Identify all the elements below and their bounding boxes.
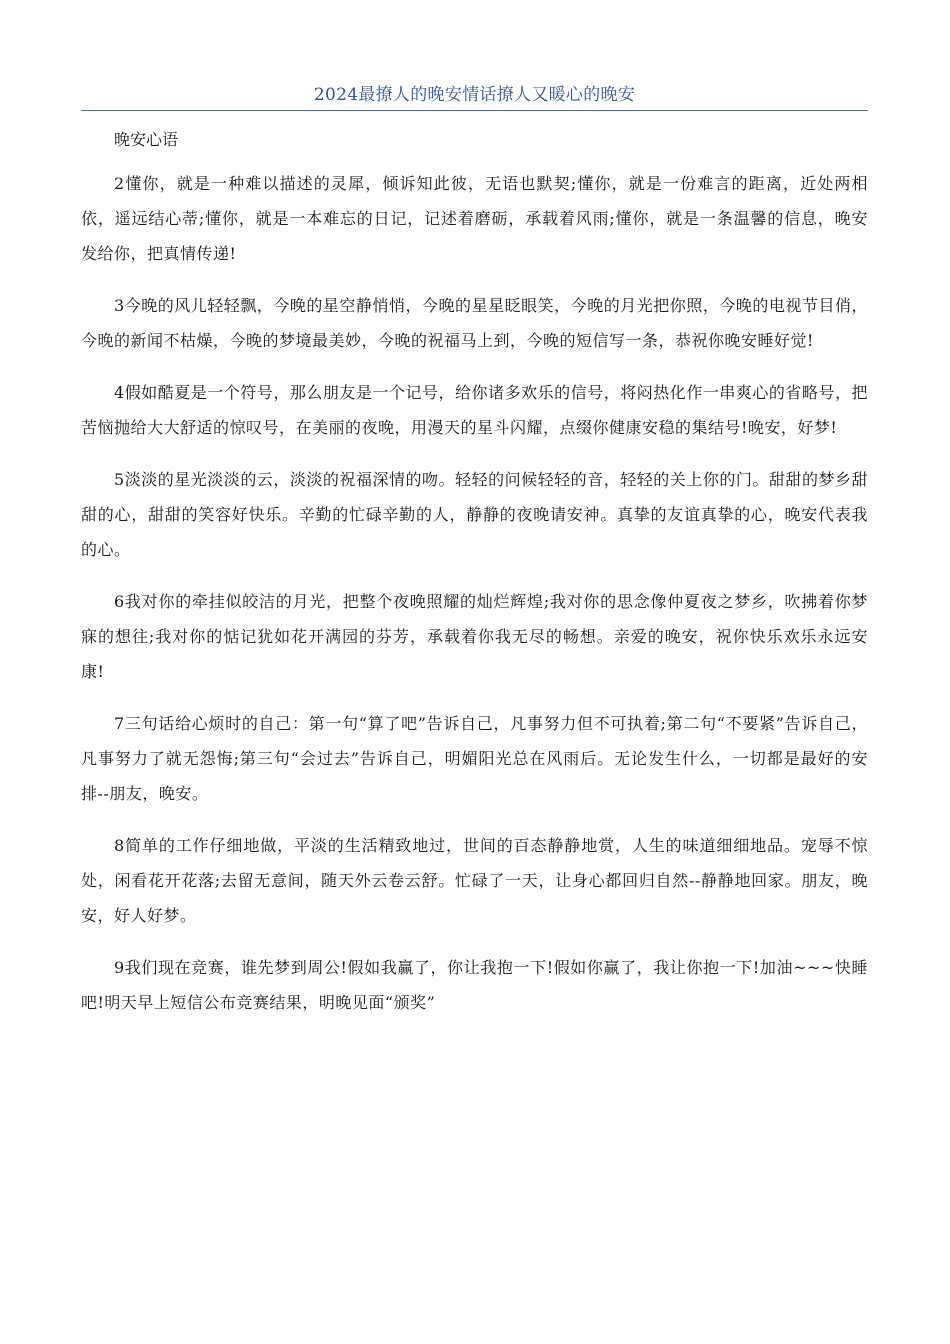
paragraph-9: 9我们现在竞赛，谁先梦到周公!假如我赢了，你让我抱一下!假如你赢了，我让你抱一下!加油~~~快睡吧!明天早上短信公布竞赛结果，明晚见面“颁奖” <box>81 958 868 1012</box>
document-title: 2024最撩人的晚安情话撩人又暖心的晚安 <box>313 85 636 105</box>
paragraph-5: 5淡淡的星光淡淡的云，淡淡的祝福深情的吻。轻轻的问候轻轻的音，轻轻的关上你的门。甜甜的梦乡甜甜的心，甜甜的笑容好快乐。辛勤的忙碌辛勤的人，静静的夜晚请安神。真挚的友谊真挚的心，晚安代表我的心。 <box>81 470 868 559</box>
paragraph-6: 6我对你的牵挂似皎洁的月光，把整个夜晚照耀的灿烂辉煌;我对你的思念像仲夏夜之梦乡，吹拂着你梦寐的想往;我对你的惦记犹如花开满园的芬芳，承载着你我无尽的畅想。亲爱的晚安，祝你快乐欢乐永远安康! <box>81 592 868 681</box>
paragraph-8: 8简单的工作仔细地做，平淡的生活精致地过，世间的百态静静地赏，人生的味道细细地品。宠辱不惊处，闲看花开花落;去留无意间，随天外云卷云舒。忙碌了一天，让身心都回归自然--静静地回家。朋友，晚安，好人好梦。 <box>81 836 868 925</box>
section-heading: 晚安心语 <box>114 130 179 149</box>
page-header <box>81 82 868 111</box>
paragraph-2: 2懂你，就是一种难以描述的灵犀，倾诉知此彼，无语也默契;懂你，就是一份难言的距离，近处两相依，遥远结心蒂;懂你，就是一本难忘的日记，记述着磨砺，承载着风雨;懂你，就是一条温馨的信息，晚安发给你，把真情传递! <box>81 174 868 263</box>
paragraph-4: 4假如酷夏是一个符号，那么朋友是一个记号，给你诸多欢乐的信号，将闷热化作一串爽心的省略号，把苦恼抛给大大舒适的惊叹号，在美丽的夜晚，用漫天的星斗闪耀，点缀你健康安稳的集结号!晚安，好梦! <box>81 383 868 437</box>
document-body <box>81 124 868 1037</box>
paragraph-3: 3今晚的风儿轻轻飘，今晚的星空静悄悄，今晚的星星眨眼笑，今晚的月光把你照，今晚的电视节目俏，今晚的新闻不枯燥，今晚的梦境最美妙，今晚的祝福马上到，今晚的短信写一条，恭祝你晚安睡好觉! <box>81 296 868 350</box>
paragraph-7: 7三句话给心烦时的自己：第一句“算了吧”告诉自己，凡事努力但不可执着;第二句“不要紧”告诉自己，凡事努力了就无怨悔;第三句“会过去”告诉自己，明媚阳光总在风雨后。无论发生什么，一切都是最好的安排--朋友，晚安。 <box>81 714 868 803</box>
